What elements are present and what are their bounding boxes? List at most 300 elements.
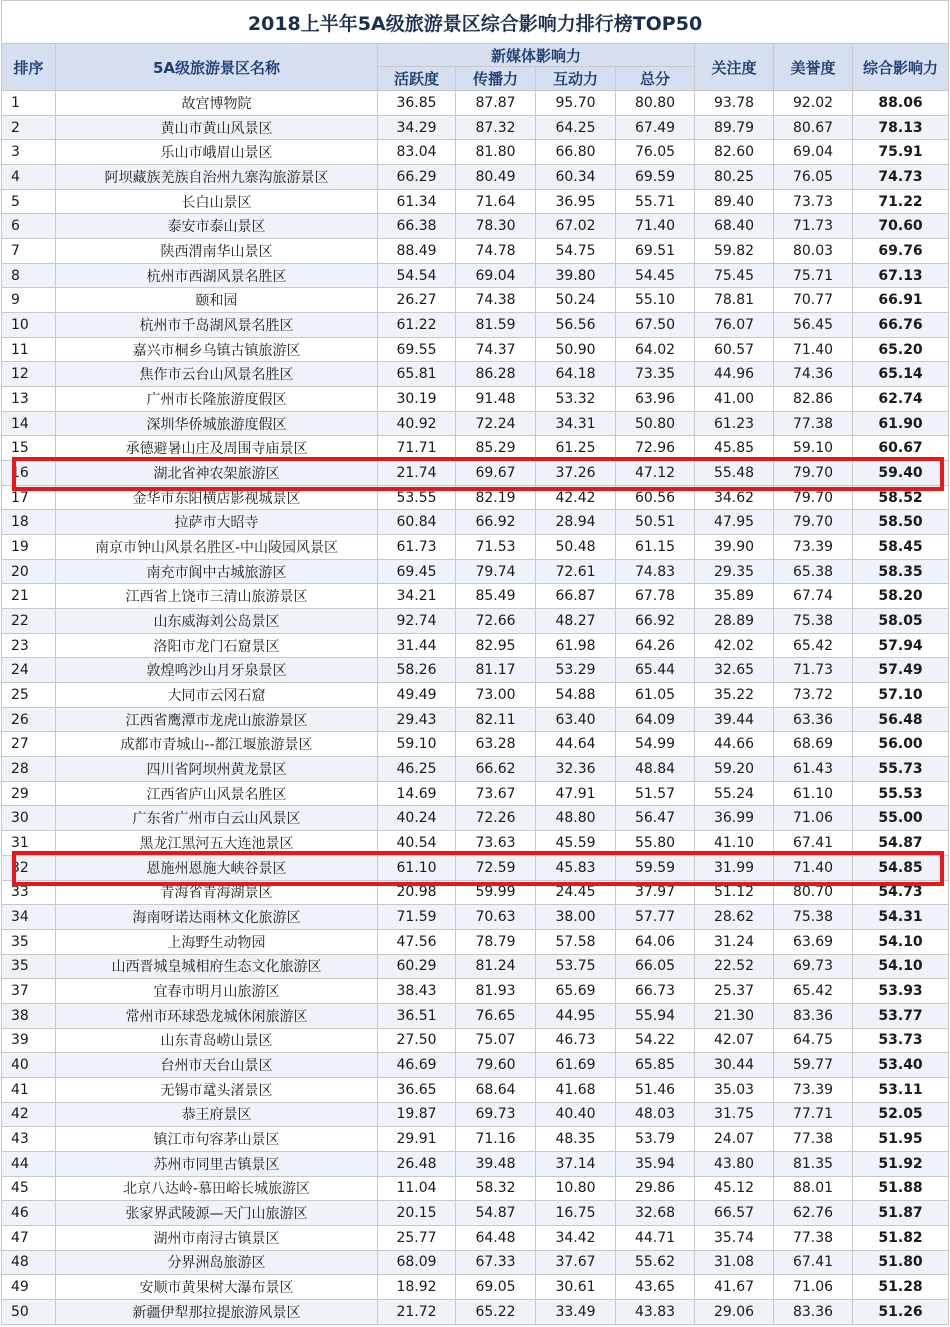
cell-activity: 58.26 bbox=[378, 658, 456, 683]
cell-spread: 91.48 bbox=[456, 387, 536, 412]
table-row bbox=[2, 337, 949, 362]
cell-overall: 57.10 bbox=[853, 683, 949, 708]
cell-rank: 12 bbox=[2, 362, 56, 387]
table-row bbox=[2, 1102, 949, 1127]
table-row bbox=[2, 313, 949, 338]
cell-spread: 71.16 bbox=[456, 1127, 536, 1152]
cell-name: 江西省庐山风景名胜区 bbox=[56, 781, 378, 806]
cell-total: 66.05 bbox=[616, 954, 695, 979]
cell-name: 杭州市西湖风景名胜区 bbox=[56, 263, 378, 288]
cell-overall: 51.95 bbox=[853, 1127, 949, 1152]
cell-attention: 66.57 bbox=[695, 1201, 774, 1226]
cell-spread: 69.73 bbox=[456, 1102, 536, 1127]
cell-spread: 74.38 bbox=[456, 288, 536, 313]
table-row bbox=[2, 954, 949, 979]
cell-attention: 31.99 bbox=[695, 855, 774, 880]
cell-rank: 18 bbox=[2, 510, 56, 535]
cell-total: 73.35 bbox=[616, 362, 695, 387]
table-row bbox=[2, 732, 949, 757]
cell-overall: 58.52 bbox=[853, 485, 949, 510]
cell-activity: 34.21 bbox=[378, 584, 456, 609]
cell-activity: 18.92 bbox=[378, 1275, 456, 1300]
header-rank: 排序 bbox=[2, 44, 56, 91]
cell-attention: 89.40 bbox=[695, 189, 774, 214]
cell-interaction: 32.36 bbox=[536, 757, 616, 782]
header-new-media: 新媒体影响力 bbox=[378, 44, 695, 67]
cell-spread: 73.00 bbox=[456, 683, 536, 708]
cell-overall: 58.20 bbox=[853, 584, 949, 609]
cell-name: 北京八达岭-慕田峪长城旅游区 bbox=[56, 1176, 378, 1201]
table-row bbox=[2, 831, 949, 856]
cell-activity: 36.85 bbox=[378, 91, 456, 116]
header-reputation: 美誉度 bbox=[774, 44, 853, 91]
cell-rank: 17 bbox=[2, 485, 56, 510]
cell-total: 48.84 bbox=[616, 757, 695, 782]
cell-rank: 20 bbox=[2, 559, 56, 584]
cell-interaction: 37.26 bbox=[536, 461, 616, 486]
cell-spread: 73.67 bbox=[456, 781, 536, 806]
cell-name: 黄山市黄山风景区 bbox=[56, 115, 378, 140]
cell-reputation: 65.38 bbox=[774, 559, 853, 584]
cell-overall: 53.40 bbox=[853, 1053, 949, 1078]
cell-attention: 43.80 bbox=[695, 1151, 774, 1176]
cell-overall: 66.91 bbox=[853, 288, 949, 313]
cell-activity: 11.04 bbox=[378, 1176, 456, 1201]
table-row bbox=[2, 707, 949, 732]
cell-rank: 5 bbox=[2, 189, 56, 214]
cell-reputation: 69.04 bbox=[774, 140, 853, 165]
cell-activity: 34.29 bbox=[378, 115, 456, 140]
cell-interaction: 95.70 bbox=[536, 91, 616, 116]
cell-attention: 80.25 bbox=[695, 165, 774, 190]
cell-name: 青海省青海湖景区 bbox=[56, 880, 378, 905]
cell-rank: 2 bbox=[2, 115, 56, 140]
table-row bbox=[2, 91, 949, 116]
cell-spread: 79.74 bbox=[456, 559, 536, 584]
cell-attention: 93.78 bbox=[695, 91, 774, 116]
header-total: 总分 bbox=[616, 67, 695, 91]
cell-overall: 53.11 bbox=[853, 1077, 949, 1102]
cell-activity: 40.54 bbox=[378, 831, 456, 856]
cell-attention: 29.06 bbox=[695, 1299, 774, 1324]
cell-name: 广州市长隆旅游度假区 bbox=[56, 387, 378, 412]
table-row bbox=[2, 905, 949, 930]
cell-total: 65.44 bbox=[616, 658, 695, 683]
cell-activity: 88.49 bbox=[378, 239, 456, 264]
cell-reputation: 71.06 bbox=[774, 1275, 853, 1300]
table-row bbox=[2, 1003, 949, 1028]
cell-rank: 38 bbox=[2, 1003, 56, 1028]
cell-overall: 58.35 bbox=[853, 559, 949, 584]
table-row bbox=[2, 1053, 949, 1078]
cell-total: 61.05 bbox=[616, 683, 695, 708]
cell-attention: 59.82 bbox=[695, 239, 774, 264]
cell-total: 48.03 bbox=[616, 1102, 695, 1127]
cell-reputation: 79.70 bbox=[774, 461, 853, 486]
cell-overall: 75.91 bbox=[853, 140, 949, 165]
cell-activity: 71.59 bbox=[378, 905, 456, 930]
table-row bbox=[2, 855, 949, 880]
cell-interaction: 60.34 bbox=[536, 165, 616, 190]
cell-total: 43.83 bbox=[616, 1299, 695, 1324]
table-row bbox=[2, 880, 949, 905]
cell-reputation: 77.38 bbox=[774, 411, 853, 436]
cell-rank: 46 bbox=[2, 1201, 56, 1226]
cell-interaction: 45.83 bbox=[536, 855, 616, 880]
cell-spread: 81.93 bbox=[456, 979, 536, 1004]
cell-spread: 74.78 bbox=[456, 239, 536, 264]
cell-spread: 80.49 bbox=[456, 165, 536, 190]
cell-spread: 66.92 bbox=[456, 510, 536, 535]
cell-name: 新疆伊犁那拉提旅游风景区 bbox=[56, 1299, 378, 1324]
cell-reputation: 77.71 bbox=[774, 1102, 853, 1127]
cell-interaction: 50.48 bbox=[536, 535, 616, 560]
cell-overall: 54.85 bbox=[853, 855, 949, 880]
cell-attention: 35.74 bbox=[695, 1225, 774, 1250]
table-row bbox=[2, 115, 949, 140]
cell-overall: 58.50 bbox=[853, 510, 949, 535]
cell-activity: 14.69 bbox=[378, 781, 456, 806]
cell-attention: 45.85 bbox=[695, 436, 774, 461]
cell-name: 江西省上饶市三清山旅游景区 bbox=[56, 584, 378, 609]
cell-attention: 44.96 bbox=[695, 362, 774, 387]
cell-attention: 35.22 bbox=[695, 683, 774, 708]
cell-spread: 85.29 bbox=[456, 436, 536, 461]
cell-interaction: 50.90 bbox=[536, 337, 616, 362]
cell-reputation: 56.45 bbox=[774, 313, 853, 338]
cell-spread: 85.49 bbox=[456, 584, 536, 609]
cell-rank: 9 bbox=[2, 288, 56, 313]
table-row bbox=[2, 757, 949, 782]
cell-reputation: 67.41 bbox=[774, 831, 853, 856]
cell-name: 湖州市南浔古镇景区 bbox=[56, 1225, 378, 1250]
cell-overall: 57.94 bbox=[853, 633, 949, 658]
cell-interaction: 66.87 bbox=[536, 584, 616, 609]
cell-reputation: 59.10 bbox=[774, 436, 853, 461]
cell-reputation: 67.41 bbox=[774, 1250, 853, 1275]
cell-name: 敦煌鸣沙山月牙泉景区 bbox=[56, 658, 378, 683]
cell-rank: 39 bbox=[2, 1028, 56, 1053]
cell-activity: 19.87 bbox=[378, 1102, 456, 1127]
cell-interaction: 57.58 bbox=[536, 929, 616, 954]
cell-interaction: 34.42 bbox=[536, 1225, 616, 1250]
cell-rank: 27 bbox=[2, 732, 56, 757]
cell-overall: 51.87 bbox=[853, 1201, 949, 1226]
cell-name: 苏州市同里古镇景区 bbox=[56, 1151, 378, 1176]
cell-name: 金华市东阳横店影视城景区 bbox=[56, 485, 378, 510]
cell-total: 55.80 bbox=[616, 831, 695, 856]
cell-spread: 58.32 bbox=[456, 1176, 536, 1201]
table-row bbox=[2, 411, 949, 436]
cell-overall: 52.05 bbox=[853, 1102, 949, 1127]
cell-spread: 64.48 bbox=[456, 1225, 536, 1250]
cell-total: 59.59 bbox=[616, 855, 695, 880]
cell-reputation: 75.38 bbox=[774, 609, 853, 634]
cell-name: 江西省鹰潭市龙虎山旅游景区 bbox=[56, 707, 378, 732]
table-row bbox=[2, 140, 949, 165]
cell-interaction: 37.14 bbox=[536, 1151, 616, 1176]
cell-activity: 29.91 bbox=[378, 1127, 456, 1152]
table-row bbox=[2, 387, 949, 412]
cell-reputation: 79.70 bbox=[774, 510, 853, 535]
cell-interaction: 66.80 bbox=[536, 140, 616, 165]
cell-overall: 56.00 bbox=[853, 732, 949, 757]
cell-name: 四川省阿坝州黄龙景区 bbox=[56, 757, 378, 782]
ranking-table-container bbox=[1, 0, 948, 1325]
cell-name: 洛阳市龙门石窟景区 bbox=[56, 633, 378, 658]
cell-spread: 81.17 bbox=[456, 658, 536, 683]
cell-total: 53.79 bbox=[616, 1127, 695, 1152]
cell-reputation: 61.10 bbox=[774, 781, 853, 806]
cell-overall: 69.76 bbox=[853, 239, 949, 264]
table-row bbox=[2, 1028, 949, 1053]
cell-activity: 21.72 bbox=[378, 1299, 456, 1324]
cell-spread: 78.30 bbox=[456, 214, 536, 239]
cell-spread: 81.24 bbox=[456, 954, 536, 979]
cell-reputation: 88.01 bbox=[774, 1176, 853, 1201]
cell-name: 山东青岛崂山景区 bbox=[56, 1028, 378, 1053]
cell-rank: 34 bbox=[2, 905, 56, 930]
cell-reputation: 71.06 bbox=[774, 806, 853, 831]
cell-attention: 39.44 bbox=[695, 707, 774, 732]
cell-reputation: 63.69 bbox=[774, 929, 853, 954]
table-row bbox=[2, 461, 949, 486]
cell-reputation: 76.05 bbox=[774, 165, 853, 190]
cell-rank: 6 bbox=[2, 214, 56, 239]
cell-activity: 71.71 bbox=[378, 436, 456, 461]
cell-reputation: 71.40 bbox=[774, 855, 853, 880]
cell-activity: 53.55 bbox=[378, 485, 456, 510]
cell-interaction: 16.75 bbox=[536, 1201, 616, 1226]
cell-activity: 69.45 bbox=[378, 559, 456, 584]
cell-rank: 13 bbox=[2, 387, 56, 412]
cell-interaction: 44.64 bbox=[536, 732, 616, 757]
cell-interaction: 54.75 bbox=[536, 239, 616, 264]
cell-activity: 20.15 bbox=[378, 1201, 456, 1226]
table-row bbox=[2, 189, 949, 214]
table-row bbox=[2, 510, 949, 535]
cell-name: 山西晋城皇城相府生态文化旅游区 bbox=[56, 954, 378, 979]
cell-rank: 4 bbox=[2, 165, 56, 190]
table-row bbox=[2, 1176, 949, 1201]
cell-reputation: 69.73 bbox=[774, 954, 853, 979]
cell-total: 50.51 bbox=[616, 510, 695, 535]
cell-attention: 76.07 bbox=[695, 313, 774, 338]
cell-rank: 42 bbox=[2, 1102, 56, 1127]
cell-spread: 70.63 bbox=[456, 905, 536, 930]
table-row bbox=[2, 1127, 949, 1152]
cell-attention: 44.66 bbox=[695, 732, 774, 757]
cell-activity: 66.29 bbox=[378, 165, 456, 190]
cell-name: 张家界武陵源—天门山旅游区 bbox=[56, 1201, 378, 1226]
cell-total: 54.45 bbox=[616, 263, 695, 288]
cell-interaction: 34.31 bbox=[536, 411, 616, 436]
cell-total: 57.77 bbox=[616, 905, 695, 930]
cell-name: 承德避暑山庄及周围寺庙景区 bbox=[56, 436, 378, 461]
cell-reputation: 73.72 bbox=[774, 683, 853, 708]
cell-reputation: 73.73 bbox=[774, 189, 853, 214]
cell-total: 47.12 bbox=[616, 461, 695, 486]
cell-interaction: 53.29 bbox=[536, 658, 616, 683]
cell-total: 67.78 bbox=[616, 584, 695, 609]
cell-name: 镇江市句容茅山景区 bbox=[56, 1127, 378, 1152]
cell-activity: 30.19 bbox=[378, 387, 456, 412]
cell-rank: 35 bbox=[2, 954, 56, 979]
cell-reputation: 68.69 bbox=[774, 732, 853, 757]
cell-reputation: 70.77 bbox=[774, 288, 853, 313]
cell-interaction: 42.42 bbox=[536, 485, 616, 510]
cell-spread: 75.07 bbox=[456, 1028, 536, 1053]
cell-spread: 69.04 bbox=[456, 263, 536, 288]
cell-interaction: 36.95 bbox=[536, 189, 616, 214]
cell-rank: 44 bbox=[2, 1151, 56, 1176]
cell-total: 55.71 bbox=[616, 189, 695, 214]
table-row bbox=[2, 239, 949, 264]
cell-name: 深圳华侨城旅游度假区 bbox=[56, 411, 378, 436]
cell-interaction: 61.98 bbox=[536, 633, 616, 658]
cell-reputation: 77.38 bbox=[774, 1127, 853, 1152]
cell-name: 恩施州恩施大峡谷景区 bbox=[56, 855, 378, 880]
cell-attention: 55.24 bbox=[695, 781, 774, 806]
cell-total: 60.56 bbox=[616, 485, 695, 510]
cell-interaction: 46.73 bbox=[536, 1028, 616, 1053]
cell-attention: 32.65 bbox=[695, 658, 774, 683]
cell-attention: 41.67 bbox=[695, 1275, 774, 1300]
cell-spread: 59.99 bbox=[456, 880, 536, 905]
cell-interaction: 72.61 bbox=[536, 559, 616, 584]
cell-attention: 31.75 bbox=[695, 1102, 774, 1127]
cell-interaction: 28.94 bbox=[536, 510, 616, 535]
cell-total: 66.73 bbox=[616, 979, 695, 1004]
cell-reputation: 80.03 bbox=[774, 239, 853, 264]
cell-attention: 34.62 bbox=[695, 485, 774, 510]
cell-total: 65.85 bbox=[616, 1053, 695, 1078]
table-row bbox=[2, 263, 949, 288]
cell-rank: 21 bbox=[2, 584, 56, 609]
cell-interaction: 50.24 bbox=[536, 288, 616, 313]
cell-name: 恭王府景区 bbox=[56, 1102, 378, 1127]
cell-rank: 43 bbox=[2, 1127, 56, 1152]
cell-rank: 15 bbox=[2, 436, 56, 461]
cell-overall: 66.76 bbox=[853, 313, 949, 338]
cell-spread: 67.33 bbox=[456, 1250, 536, 1275]
cell-rank: 33 bbox=[2, 880, 56, 905]
cell-activity: 20.98 bbox=[378, 880, 456, 905]
cell-spread: 81.80 bbox=[456, 140, 536, 165]
cell-name: 湖北省神农架旅游区 bbox=[56, 461, 378, 486]
cell-activity: 59.10 bbox=[378, 732, 456, 757]
cell-overall: 53.77 bbox=[853, 1003, 949, 1028]
cell-reputation: 73.39 bbox=[774, 535, 853, 560]
table-row bbox=[2, 1299, 949, 1324]
table-row bbox=[2, 609, 949, 634]
cell-total: 44.71 bbox=[616, 1225, 695, 1250]
cell-total: 55.62 bbox=[616, 1250, 695, 1275]
cell-interaction: 48.27 bbox=[536, 609, 616, 634]
cell-spread: 72.24 bbox=[456, 411, 536, 436]
cell-name: 杭州市千岛湖风景名胜区 bbox=[56, 313, 378, 338]
cell-activity: 25.77 bbox=[378, 1225, 456, 1250]
cell-activity: 61.34 bbox=[378, 189, 456, 214]
cell-interaction: 41.68 bbox=[536, 1077, 616, 1102]
cell-name: 乐山市峨眉山景区 bbox=[56, 140, 378, 165]
cell-total: 55.94 bbox=[616, 1003, 695, 1028]
cell-activity: 36.65 bbox=[378, 1077, 456, 1102]
cell-spread: 87.32 bbox=[456, 115, 536, 140]
cell-overall: 59.40 bbox=[853, 461, 949, 486]
cell-attention: 51.12 bbox=[695, 880, 774, 905]
cell-total: 80.80 bbox=[616, 91, 695, 116]
cell-activity: 27.50 bbox=[378, 1028, 456, 1053]
cell-overall: 51.28 bbox=[853, 1275, 949, 1300]
cell-attention: 35.89 bbox=[695, 584, 774, 609]
cell-activity: 61.73 bbox=[378, 535, 456, 560]
header-attention: 关注度 bbox=[695, 44, 774, 91]
cell-total: 51.46 bbox=[616, 1077, 695, 1102]
cell-activity: 31.44 bbox=[378, 633, 456, 658]
cell-activity: 40.92 bbox=[378, 411, 456, 436]
cell-name: 阿坝藏族羌族自治州九寨沟旅游景区 bbox=[56, 165, 378, 190]
cell-attention: 24.07 bbox=[695, 1127, 774, 1152]
cell-spread: 54.87 bbox=[456, 1201, 536, 1226]
table-row bbox=[2, 559, 949, 584]
cell-interaction: 44.95 bbox=[536, 1003, 616, 1028]
cell-overall: 56.48 bbox=[853, 707, 949, 732]
table-row bbox=[2, 781, 949, 806]
cell-rank: 49 bbox=[2, 1275, 56, 1300]
cell-interaction: 37.67 bbox=[536, 1250, 616, 1275]
table-body bbox=[2, 91, 949, 1325]
table-row bbox=[2, 1250, 949, 1275]
table-row bbox=[2, 535, 949, 560]
cell-overall: 51.88 bbox=[853, 1176, 949, 1201]
cell-attention: 89.79 bbox=[695, 115, 774, 140]
cell-overall: 62.74 bbox=[853, 387, 949, 412]
table-row bbox=[2, 584, 949, 609]
cell-interaction: 61.25 bbox=[536, 436, 616, 461]
table-row bbox=[2, 1151, 949, 1176]
cell-name: 海南呀诺达雨林文化旅游区 bbox=[56, 905, 378, 930]
cell-spread: 87.87 bbox=[456, 91, 536, 116]
cell-rank: 19 bbox=[2, 535, 56, 560]
table-row bbox=[2, 1225, 949, 1250]
cell-name: 南京市钟山风景名胜区-中山陵园风景区 bbox=[56, 535, 378, 560]
cell-total: 66.92 bbox=[616, 609, 695, 634]
cell-attention: 35.03 bbox=[695, 1077, 774, 1102]
cell-rank: 14 bbox=[2, 411, 56, 436]
cell-activity: 92.74 bbox=[378, 609, 456, 634]
cell-rank: 23 bbox=[2, 633, 56, 658]
cell-total: 69.51 bbox=[616, 239, 695, 264]
table-row bbox=[2, 929, 949, 954]
cell-interaction: 30.61 bbox=[536, 1275, 616, 1300]
cell-activity: 40.24 bbox=[378, 806, 456, 831]
cell-overall: 67.13 bbox=[853, 263, 949, 288]
cell-overall: 54.10 bbox=[853, 929, 949, 954]
cell-reputation: 77.38 bbox=[774, 1225, 853, 1250]
cell-rank: 47 bbox=[2, 1225, 56, 1250]
cell-interaction: 64.25 bbox=[536, 115, 616, 140]
cell-name: 泰安市泰山景区 bbox=[56, 214, 378, 239]
cell-total: 51.57 bbox=[616, 781, 695, 806]
cell-activity: 46.25 bbox=[378, 757, 456, 782]
cell-overall: 54.87 bbox=[853, 831, 949, 856]
cell-overall: 51.82 bbox=[853, 1225, 949, 1250]
cell-name: 故宫博物院 bbox=[56, 91, 378, 116]
cell-name: 长白山景区 bbox=[56, 189, 378, 214]
cell-activity: 46.69 bbox=[378, 1053, 456, 1078]
cell-rank: 1 bbox=[2, 91, 56, 116]
